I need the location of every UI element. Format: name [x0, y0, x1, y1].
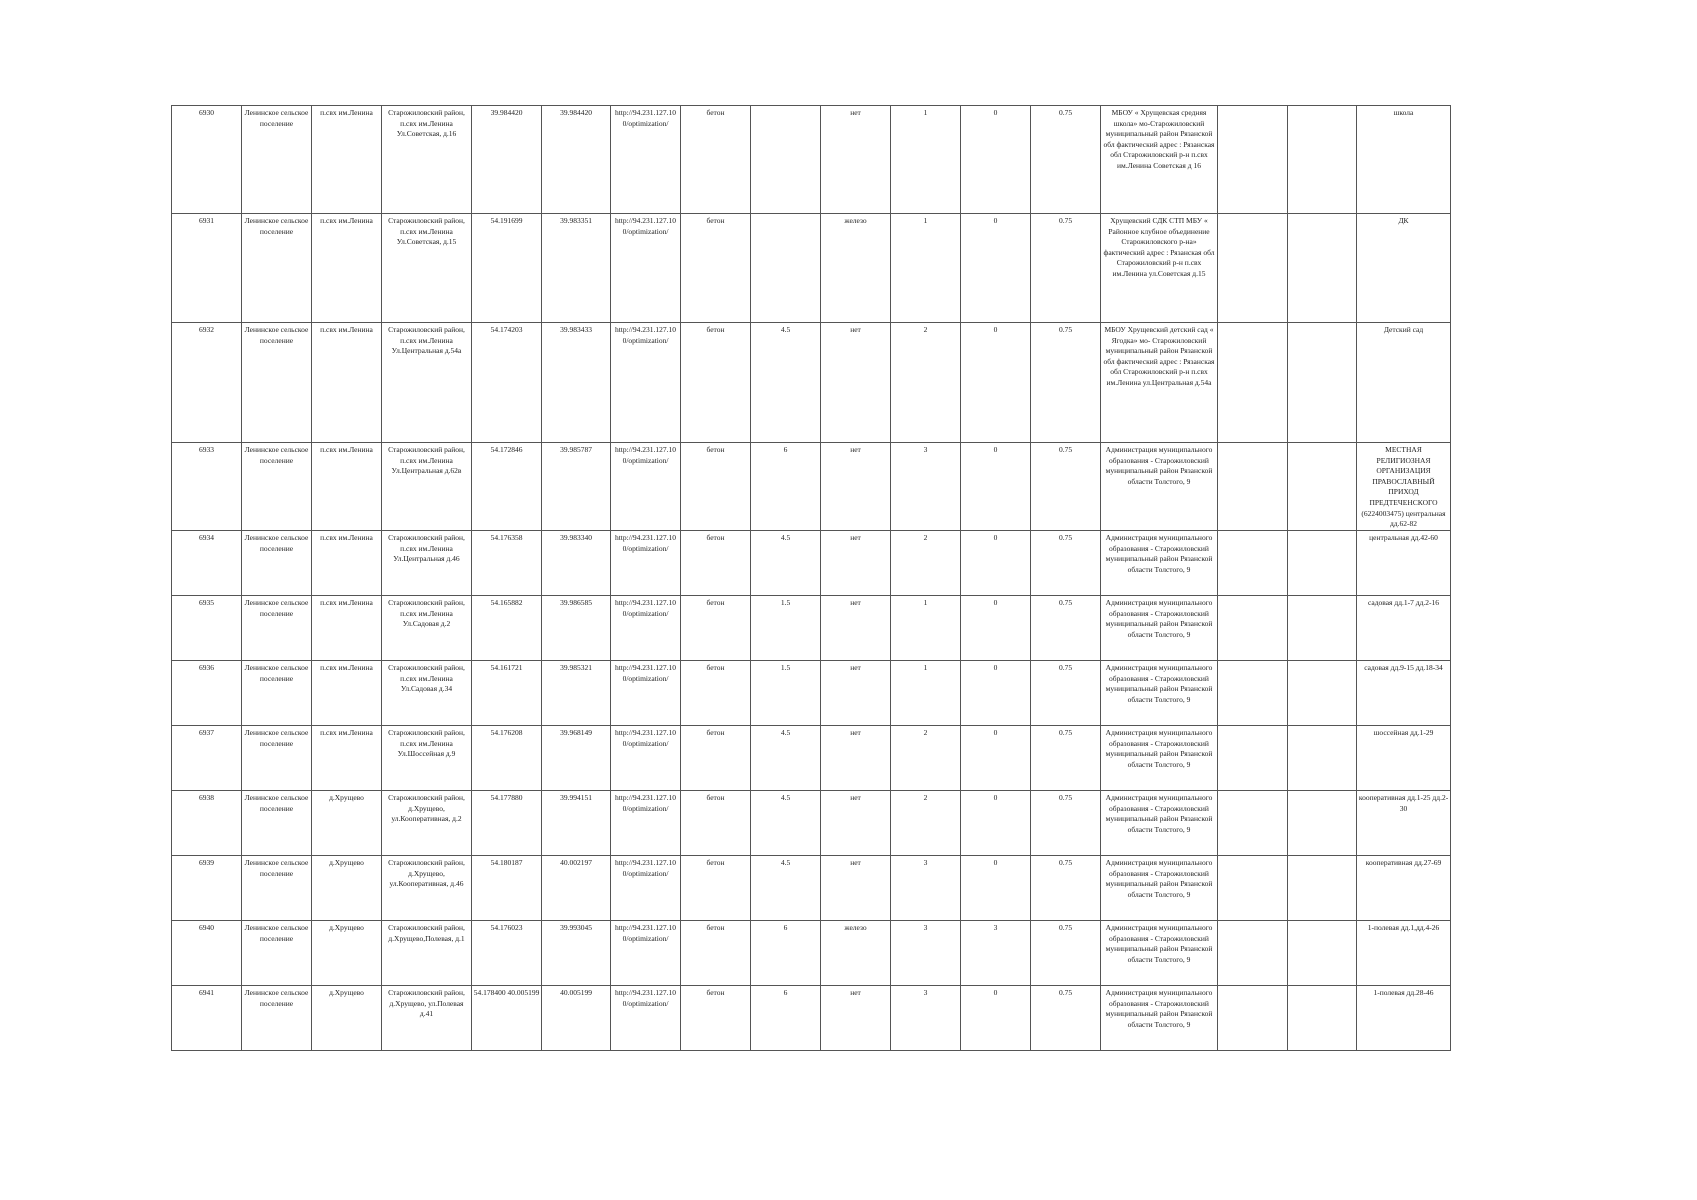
cell-extra2: [1288, 791, 1357, 856]
cell-locality: п.свх им.Ленина: [312, 443, 382, 531]
cell-extra: [1218, 323, 1288, 443]
cell-surface-type: бетон: [681, 531, 751, 596]
cell-map-link[interactable]: http://94.231.127.10 0/optimization/: [611, 443, 681, 531]
cell-surface-type: бетон: [681, 214, 751, 323]
cell-bunker-count: 0: [961, 106, 1031, 214]
cell-extra2: [1288, 214, 1357, 323]
cell-longitude: 39.986585: [542, 596, 611, 661]
cell-container-count: 1: [891, 214, 961, 323]
table-row: [172, 921, 1451, 986]
cell-address: Старожиловский район, п.свх им.Ленина Ул.Садовая д.34: [382, 661, 472, 726]
cell-extra: [1218, 726, 1288, 791]
cell-owner: МБОУ « Хрущевская средняя школа» мо-Старожиловский муниципальный район Рязанской обл фактический адрес : Рязанская обл Старожиловский р-н п.свх им.Ленина Советская д 16: [1101, 106, 1218, 214]
cell-container-count: 2: [891, 726, 961, 791]
cell-extra2: [1288, 921, 1357, 986]
cell-settlement: Ленинское сельское поселение: [242, 921, 312, 986]
cell-extra: [1218, 791, 1288, 856]
cell-address: Старожиловский район, п.свх им.Ленина Ул.Садовая д.2: [382, 596, 472, 661]
cell-address: Старожиловский район, п.свх им.Ленина Ул.Советская, д.15: [382, 214, 472, 323]
cell-fence-type: нет: [821, 726, 891, 791]
cell-locality: д.Хрущево: [312, 856, 382, 921]
cell-locality: п.свх им.Ленина: [312, 531, 382, 596]
cell-row-id: 6940: [172, 921, 242, 986]
cell-surface-type: бетон: [681, 443, 751, 531]
cell-settlement: Ленинское сельское поселение: [242, 726, 312, 791]
cell-area: 1.5: [751, 661, 821, 726]
cell-owner: Администрация муниципального образования - Старожиловский муниципальный район Рязанской области Толстого, 9: [1101, 531, 1218, 596]
cell-address: Старожиловский район, д.Хрущево, ул.Кооперативная, д.46: [382, 856, 472, 921]
cell-surface-type: бетон: [681, 596, 751, 661]
cell-bunker-count: 0: [961, 986, 1031, 1051]
cell-container-volume: 0.75: [1031, 726, 1101, 791]
cell-map-link[interactable]: http://94.231.127.10 0/optimization/: [611, 921, 681, 986]
cell-row-id: 6931: [172, 214, 242, 323]
cell-bunker-count: 0: [961, 443, 1031, 531]
cell-extra: [1218, 214, 1288, 323]
cell-row-id: 6930: [172, 106, 242, 214]
cell-owner: Администрация муниципального образования - Старожиловский муниципальный район Рязанской области Толстого, 9: [1101, 856, 1218, 921]
cell-latitude: 54.176023: [472, 921, 542, 986]
cell-container-volume: 0.75: [1031, 443, 1101, 531]
cell-settlement: Ленинское сельское поселение: [242, 443, 312, 531]
cell-extra: [1218, 661, 1288, 726]
cell-surface-type: бетон: [681, 726, 751, 791]
cell-latitude: 54.165882: [472, 596, 542, 661]
cell-area: [751, 214, 821, 323]
cell-bunker-count: 3: [961, 921, 1031, 986]
cell-container-count: 1: [891, 106, 961, 214]
cell-container-volume: 0.75: [1031, 921, 1101, 986]
cell-surface-type: бетон: [681, 921, 751, 986]
cell-area: 1.5: [751, 596, 821, 661]
cell-extra: [1218, 856, 1288, 921]
cell-address: Старожиловский район, д.Хрущево, ул.Кооперативная, д.2: [382, 791, 472, 856]
cell-served-objects: 1-полевая дд.28-46: [1357, 986, 1451, 1051]
table-row: [172, 596, 1451, 661]
cell-row-id: 6934: [172, 531, 242, 596]
cell-fence-type: железо: [821, 921, 891, 986]
cell-row-id: 6941: [172, 986, 242, 1051]
cell-container-volume: 0.75: [1031, 106, 1101, 214]
cell-served-objects: кооперативная дд.27-69: [1357, 856, 1451, 921]
cell-row-id: 6933: [172, 443, 242, 531]
cell-row-id: 6938: [172, 791, 242, 856]
cell-fence-type: нет: [821, 661, 891, 726]
table-row: [172, 531, 1451, 596]
cell-extra2: [1288, 323, 1357, 443]
cell-area: 6: [751, 921, 821, 986]
cell-container-count: 3: [891, 986, 961, 1051]
cell-settlement: Ленинское сельское поселение: [242, 661, 312, 726]
cell-owner: Хрущевский СДК СТП МБУ « Районное клубное объединение Старожиловского р-на» фактический адрес : Рязанская обл Старожиловский р-н п.свх им.Ленина ул.Советская д.15: [1101, 214, 1218, 323]
cell-row-id: 6939: [172, 856, 242, 921]
cell-map-link[interactable]: http://94.231.127.10 0/optimization/: [611, 323, 681, 443]
cell-fence-type: железо: [821, 214, 891, 323]
cell-address: Старожиловский район, п.свх им.Ленина Ул.Центральная д.54а: [382, 323, 472, 443]
cell-owner: Администрация муниципального образования - Старожиловский муниципальный район Рязанской области Толстого, 9: [1101, 726, 1218, 791]
cell-longitude: 39.985787: [542, 443, 611, 531]
cell-address: Старожиловский район, д.Хрущево, ул.Полевая д.41: [382, 986, 472, 1051]
cell-owner: Администрация муниципального образования - Старожиловский муниципальный район Рязанской области Толстого, 9: [1101, 443, 1218, 531]
cell-latitude: 54.172846: [472, 443, 542, 531]
cell-area: 4.5: [751, 531, 821, 596]
cell-longitude: 39.983340: [542, 531, 611, 596]
cell-row-id: 6937: [172, 726, 242, 791]
table-row: [172, 726, 1451, 791]
cell-map-link[interactable]: http://94.231.127.10 0/optimization/: [611, 726, 681, 791]
cell-map-link[interactable]: http://94.231.127.10 0/optimization/: [611, 661, 681, 726]
table-row: [172, 323, 1451, 443]
cell-address: Старожиловский район, п.свх им.Ленина Ул.Центральная д.46: [382, 531, 472, 596]
cell-longitude: 39.994151: [542, 791, 611, 856]
cell-served-objects: садовая дд.9-15 дд.18-34: [1357, 661, 1451, 726]
cell-extra2: [1288, 726, 1357, 791]
cell-container-volume: 0.75: [1031, 986, 1101, 1051]
cell-latitude: 54.176208: [472, 726, 542, 791]
cell-settlement: Ленинское сельское поселение: [242, 214, 312, 323]
cell-bunker-count: 0: [961, 323, 1031, 443]
cell-owner: Администрация муниципального образования - Старожиловский муниципальный район Рязанской области Толстого, 9: [1101, 791, 1218, 856]
cell-bunker-count: 0: [961, 791, 1031, 856]
cell-map-link[interactable]: http://94.231.127.10 0/optimization/: [611, 856, 681, 921]
table-row: [172, 856, 1451, 921]
cell-bunker-count: 0: [961, 531, 1031, 596]
cell-bunker-count: 0: [961, 856, 1031, 921]
cell-latitude: 54.161721: [472, 661, 542, 726]
cell-fence-type: нет: [821, 856, 891, 921]
cell-locality: д.Хрущево: [312, 986, 382, 1051]
table-row: [172, 106, 1451, 214]
cell-extra: [1218, 986, 1288, 1051]
table-row: [172, 791, 1451, 856]
table-row: [172, 661, 1451, 726]
cell-area: 4.5: [751, 856, 821, 921]
cell-container-count: 2: [891, 791, 961, 856]
cell-extra2: [1288, 986, 1357, 1051]
cell-extra: [1218, 443, 1288, 531]
cell-locality: п.свх им.Ленина: [312, 661, 382, 726]
cell-bunker-count: 0: [961, 726, 1031, 791]
cell-container-count: 3: [891, 921, 961, 986]
cell-area: 4.5: [751, 726, 821, 791]
cell-longitude: 39.985321: [542, 661, 611, 726]
cell-container-volume: 0.75: [1031, 214, 1101, 323]
cell-extra2: [1288, 531, 1357, 596]
cell-served-objects: 1-полевая дд.1,дд.4-26: [1357, 921, 1451, 986]
cell-latitude: 39.984420: [472, 106, 542, 214]
cell-container-count: 1: [891, 661, 961, 726]
cell-bunker-count: 0: [961, 596, 1031, 661]
cell-served-objects: МЕСТНАЯ РЕЛИГИОЗНАЯ ОРГАНИЗАЦИЯ ПРАВОСЛАВНЫЙ ПРИХОД ПРЕДТЕЧЕНСКОГО (6224003475) центральная дд.62-82: [1357, 443, 1451, 531]
cell-longitude: 39.984420: [542, 106, 611, 214]
cell-area: [751, 106, 821, 214]
cell-bunker-count: 0: [961, 214, 1031, 323]
cell-locality: д.Хрущево: [312, 791, 382, 856]
cell-locality: п.свх им.Ленина: [312, 726, 382, 791]
cell-served-objects: садовая дд.1-7 дд.2-16: [1357, 596, 1451, 661]
cell-container-count: 2: [891, 531, 961, 596]
cell-container-count: 3: [891, 856, 961, 921]
cell-extra2: [1288, 443, 1357, 531]
table-row: [172, 986, 1451, 1051]
cell-extra: [1218, 531, 1288, 596]
cell-area: 4.5: [751, 791, 821, 856]
cell-settlement: Ленинское сельское поселение: [242, 791, 312, 856]
cell-container-volume: 0.75: [1031, 323, 1101, 443]
cell-extra2: [1288, 856, 1357, 921]
cell-row-id: 6932: [172, 323, 242, 443]
cell-extra2: [1288, 661, 1357, 726]
waste-site-registry-table: [171, 105, 1451, 1051]
cell-locality: п.свх им.Ленина: [312, 106, 382, 214]
cell-longitude: 39.983433: [542, 323, 611, 443]
cell-longitude: 40.002197: [542, 856, 611, 921]
cell-fence-type: нет: [821, 106, 891, 214]
cell-container-count: 1: [891, 596, 961, 661]
cell-surface-type: бетон: [681, 986, 751, 1051]
cell-served-objects: Детский сад: [1357, 323, 1451, 443]
cell-address: Старожиловский район, п.свх им.Ленина Ул.Шоссейная д.9: [382, 726, 472, 791]
cell-surface-type: бетон: [681, 323, 751, 443]
cell-extra2: [1288, 596, 1357, 661]
cell-settlement: Ленинское сельское поселение: [242, 856, 312, 921]
cell-locality: д.Хрущево: [312, 921, 382, 986]
cell-longitude: 39.968149: [542, 726, 611, 791]
cell-address: Старожиловский район, п.свх им.Ленина Ул.Центральная д.62в: [382, 443, 472, 531]
cell-bunker-count: 0: [961, 661, 1031, 726]
cell-settlement: Ленинское сельское поселение: [242, 596, 312, 661]
cell-fence-type: нет: [821, 986, 891, 1051]
cell-fence-type: нет: [821, 443, 891, 531]
cell-area: 6: [751, 443, 821, 531]
table-row: [172, 443, 1451, 531]
cell-surface-type: бетон: [681, 791, 751, 856]
cell-extra: [1218, 596, 1288, 661]
cell-settlement: Ленинское сельское поселение: [242, 986, 312, 1051]
cell-settlement: Ленинское сельское поселение: [242, 323, 312, 443]
cell-latitude: 54.180187: [472, 856, 542, 921]
cell-latitude: 54.177880: [472, 791, 542, 856]
cell-address: Старожиловский район, д.Хрущево,Полевая, д.1: [382, 921, 472, 986]
cell-area: 6: [751, 986, 821, 1051]
cell-owner: Администрация муниципального образования - Старожиловский муниципальный район Рязанской области Толстого, 9: [1101, 921, 1218, 986]
cell-latitude: 54.178400 40.005199: [472, 986, 542, 1051]
cell-served-objects: центральная дд.42-60: [1357, 531, 1451, 596]
cell-area: 4.5: [751, 323, 821, 443]
table-row: [172, 214, 1451, 323]
cell-row-id: 6935: [172, 596, 242, 661]
cell-served-objects: школа: [1357, 106, 1451, 214]
cell-extra: [1218, 106, 1288, 214]
cell-fence-type: нет: [821, 323, 891, 443]
cell-longitude: 39.993045: [542, 921, 611, 986]
cell-owner: Администрация муниципального образования - Старожиловский муниципальный район Рязанской области Толстого, 9: [1101, 596, 1218, 661]
cell-settlement: Ленинское сельское поселение: [242, 106, 312, 214]
cell-container-volume: 0.75: [1031, 531, 1101, 596]
cell-container-count: 2: [891, 323, 961, 443]
cell-surface-type: бетон: [681, 661, 751, 726]
cell-served-objects: кооперативная дд.1-25 дд.2-30: [1357, 791, 1451, 856]
cell-map-link[interactable]: http://94.231.127.10 0/optimization/: [611, 791, 681, 856]
cell-fence-type: нет: [821, 791, 891, 856]
cell-container-count: 3: [891, 443, 961, 531]
cell-extra: [1218, 921, 1288, 986]
cell-longitude: 40.005199: [542, 986, 611, 1051]
cell-surface-type: бетон: [681, 856, 751, 921]
cell-map-link[interactable]: http://94.231.127.10 0/optimization/: [611, 596, 681, 661]
cell-owner: Администрация муниципального образования - Старожиловский муниципальный район Рязанской области Толстого, 9: [1101, 986, 1218, 1051]
cell-address: Старожиловский район, п.свх им.Ленина Ул.Советская, д.16: [382, 106, 472, 214]
cell-extra2: [1288, 106, 1357, 214]
cell-container-volume: 0.75: [1031, 661, 1101, 726]
cell-map-link[interactable]: http://94.231.127.10 0/optimization/: [611, 986, 681, 1051]
cell-container-volume: 0.75: [1031, 791, 1101, 856]
cell-owner: Администрация муниципального образования - Старожиловский муниципальный район Рязанской области Толстого, 9: [1101, 661, 1218, 726]
cell-locality: п.свх им.Ленина: [312, 323, 382, 443]
cell-row-id: 6936: [172, 661, 242, 726]
cell-surface-type: бетон: [681, 106, 751, 214]
cell-served-objects: ДК: [1357, 214, 1451, 323]
cell-locality: п.свх им.Ленина: [312, 214, 382, 323]
cell-locality: п.свх им.Ленина: [312, 596, 382, 661]
cell-longitude: 39.983351: [542, 214, 611, 323]
cell-map-link[interactable]: http://94.231.127.10 0/optimization/: [611, 106, 681, 214]
cell-map-link[interactable]: http://94.231.127.10 0/optimization/: [611, 531, 681, 596]
cell-latitude: 54.174203: [472, 323, 542, 443]
cell-latitude: 54.191699: [472, 214, 542, 323]
cell-settlement: Ленинское сельское поселение: [242, 531, 312, 596]
cell-latitude: 54.176358: [472, 531, 542, 596]
cell-container-volume: 0.75: [1031, 856, 1101, 921]
cell-served-objects: шоссейная дд.1-29: [1357, 726, 1451, 791]
cell-fence-type: нет: [821, 596, 891, 661]
cell-map-link[interactable]: http://94.231.127.10 0/optimization/: [611, 214, 681, 323]
cell-container-volume: 0.75: [1031, 596, 1101, 661]
cell-owner: МБОУ Хрущевский детский сад « Ягодка» мо- Старожиловский муниципальный район Рязанской обл фактический адрес : Рязанская обл Старожиловский р-н п.свх им.Ленина ул.Центральная д.54а: [1101, 323, 1218, 443]
cell-fence-type: нет: [821, 531, 891, 596]
